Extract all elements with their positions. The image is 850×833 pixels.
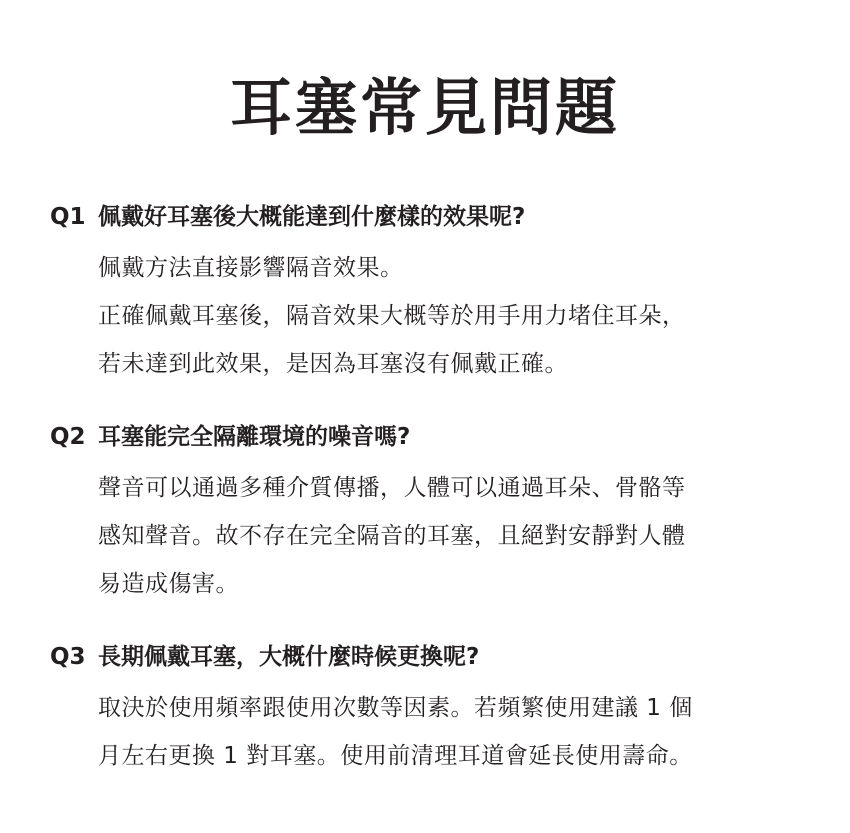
answer-line: 取決於使用頻率跟使用次數等因素。若頻繁使用建議 1 個 <box>98 695 693 721</box>
answer-line: 易造成傷害。 <box>98 571 239 597</box>
question-number: Q2 <box>50 424 86 450</box>
answer-line: 感知聲音。故不存在完全隔音的耳塞，且絕對安靜對人體 <box>98 523 686 549</box>
faq-answer <box>98 244 810 388</box>
answer-line: 月左右更換 1 對耳塞。使用前清理耳道會延長使用壽命。 <box>98 743 693 769</box>
answer-line: 佩戴方法直接影響隔音效果。 <box>98 255 404 281</box>
answer-line: 聲音可以通過多種介質傳播，人體可以通過耳朵、骨骼等 <box>98 475 686 501</box>
question-number: Q3 <box>50 644 86 670</box>
faq-answer <box>98 684 810 780</box>
faq-question <box>50 640 479 674</box>
faq-question <box>50 420 410 454</box>
answer-line: 若未達到此效果，是因為耳塞沒有佩戴正確。 <box>98 351 568 377</box>
question-number: Q1 <box>50 204 86 230</box>
answer-line: 正確佩戴耳塞後，隔音效果大概等於用手用力堵住耳朵， <box>98 303 686 329</box>
page-title: 耳塞常見問題 <box>229 71 620 144</box>
faq-answer <box>98 464 810 608</box>
question-text: 耳塞能完全隔離環境的噪音嗎? <box>98 424 411 450</box>
question-text: 佩戴好耳塞後大概能達到什麼樣的效果呢? <box>98 204 526 230</box>
question-text: 長期佩戴耳塞，大概什麼時候更換呢? <box>98 644 480 670</box>
faq-question <box>50 200 525 234</box>
